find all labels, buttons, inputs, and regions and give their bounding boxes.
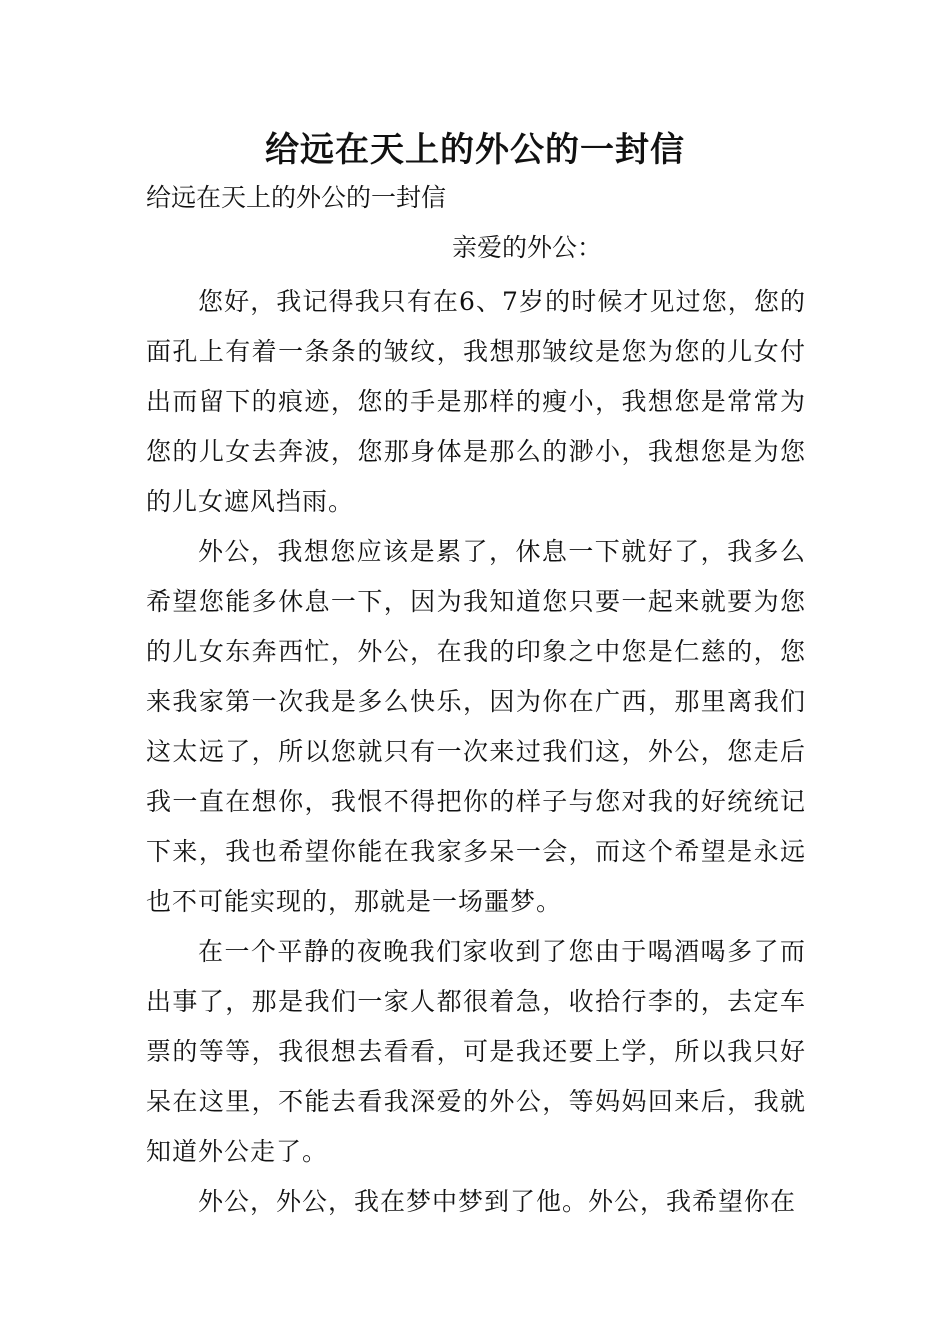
- letter-body: [146, 277, 806, 1227]
- paragraph-2: 外公，我想您应该是累了，休息一下就好了，我多么希望您能多休息一下，因为我知道您只要一起来就要为您的儿女东奔西忙，外公，在我的印象之中您是仁慈的，您来我家第一次我是多么快乐，因为你在广西，那里离我们这太远了，所以您就只有一次来过我们这，外公，您走后我一直在想你，我恨不得把你的样子与您对我的好统统记下来，我也希望你能在我家多呆一会，而这个希望是永远也不可能实现的，那就是一场噩梦。: [146, 537, 806, 916]
- paragraph-1: 您好，我记得我只有在6、7岁的时候才见过您，您的面孔上有着一条条的皱纹，我想那皱纹是您为您的儿女付出而留下的痕迹，您的手是那样的瘦小，我想您是常常为您的儿女去奔波，您那身体是那么的渺小，我想您是为您的儿女遮风挡雨。: [146, 287, 806, 516]
- paragraph-3: 在一个平静的夜晚我们家收到了您由于喝酒喝多了而出事了，那是我们一家人都很着急，收拾行李的，去定车票的等等，我很想去看看，可是我还要上学，所以我只好呆在这里，不能去看我深爱的外公，等妈妈回来后，我就知道外公走了。: [146, 937, 806, 1166]
- document-subtitle: 给远在天上的外公的一封信: [146, 183, 447, 212]
- paragraph-4: 外公，外公，我在梦中梦到了他。外公，我希望你在: [198, 1187, 797, 1216]
- document-title: 给远在天上的外公的一封信: [265, 130, 685, 170]
- letter-salutation: 亲爱的外公：: [452, 233, 603, 262]
